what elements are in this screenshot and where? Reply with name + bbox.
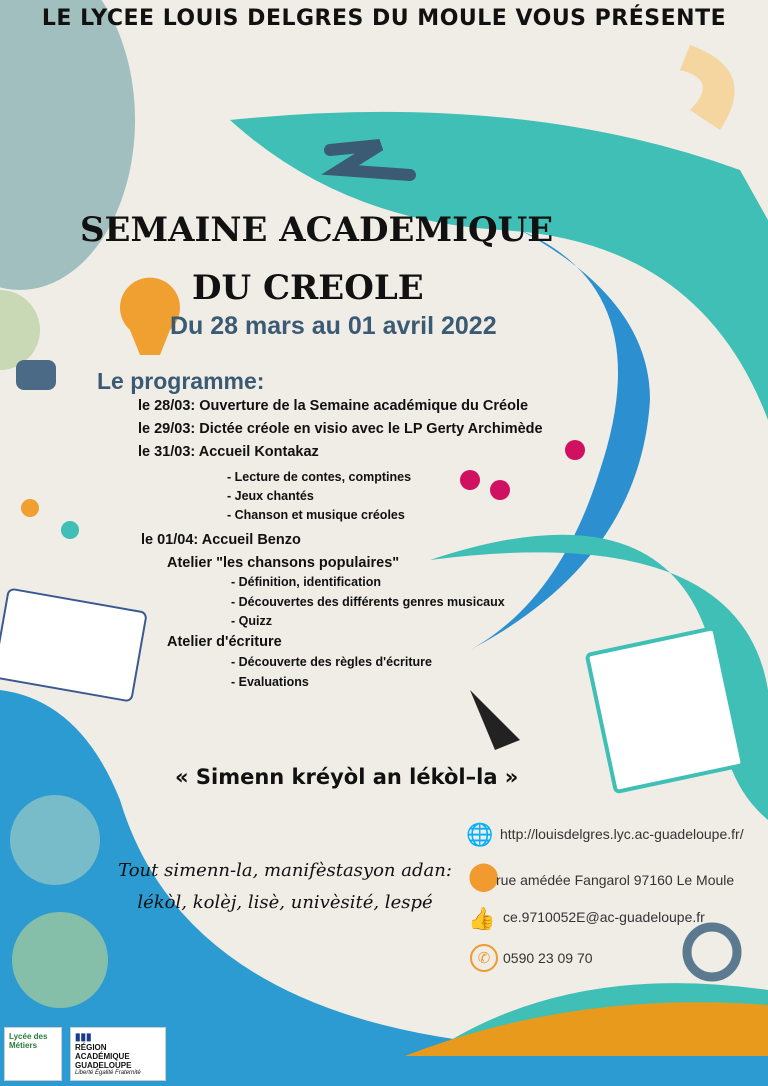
lycee-logo: Lycée des Métiers <box>4 1027 62 1081</box>
programme-item: le 31/03: Accueil Kontakaz <box>138 444 319 460</box>
atelier-subitem: - Définition, identification <box>231 575 381 589</box>
globe-icon: 🌐 <box>466 823 494 848</box>
programme-subitem: - Chanson et musique créoles <box>227 508 405 522</box>
title-line-1: SEMAINE ACADEMIQUE <box>80 210 554 250</box>
email[interactable]: ce.9710052E@ac-guadeloupe.fr <box>503 909 705 925</box>
region-academique-logo: ▮▮▮ RÉGION ACADÉMIQUE GUADELOUPE Liberté Égalité Fraternité <box>70 1027 166 1081</box>
title-line-2: DU CREOLE <box>192 268 424 308</box>
atelier-subitem: - Evaluations <box>231 675 309 689</box>
programme-item: le 28/03: Ouverture de la Semaine académique du Créole <box>138 398 529 414</box>
programme-subitem: - Jeux chantés <box>227 489 314 503</box>
script-line-2: lékòl, kolèj, lisè, univèsité, lespé <box>137 892 433 913</box>
atelier-title: Atelier d'écriture <box>167 634 282 650</box>
phone-icon: ✆ <box>470 944 498 972</box>
atelier-subitem: - Quizz <box>231 614 272 628</box>
marianne-flag-icon: ▮▮▮ <box>75 1032 92 1043</box>
script-line-1: Tout simenn-la, manifèstasyon adan: <box>118 860 452 881</box>
atelier-title: Atelier "les chansons populaires" <box>167 555 400 571</box>
slogan: « Simenn kréyòl an lékòl–la » <box>175 765 519 789</box>
address: rue amédée Fangarol 97160 Le Moule <box>496 872 735 888</box>
phone: 0590 23 09 70 <box>503 950 593 966</box>
website-link[interactable]: http://louisdelgres.lyc.ac-guadeloupe.fr/ <box>500 826 744 842</box>
programme-item: le 01/04: Accueil Benzo <box>141 532 301 548</box>
presenter-heading: LE LYCEE LOUIS DELGRES DU MOULE VOUS PRÉSENTE <box>41 6 727 31</box>
programme-subitem: - Lecture de contes, comptines <box>227 470 412 484</box>
atelier-subitem: - Découverte des règles d'écriture <box>231 655 432 669</box>
atelier-subitem: - Découvertes des différents genres musicaux <box>231 595 505 609</box>
event-dates: Du 28 mars au 01 avril 2022 <box>170 312 497 340</box>
programme-item: le 29/03: Dictée créole en visio avec le LP Gerty Archimède <box>138 421 543 437</box>
programme-heading: Le programme: <box>97 368 265 394</box>
location-pin-icon: ⬤ <box>468 859 500 892</box>
thumbs-up-icon: 👍 <box>468 907 496 932</box>
script-text <box>110 855 460 919</box>
